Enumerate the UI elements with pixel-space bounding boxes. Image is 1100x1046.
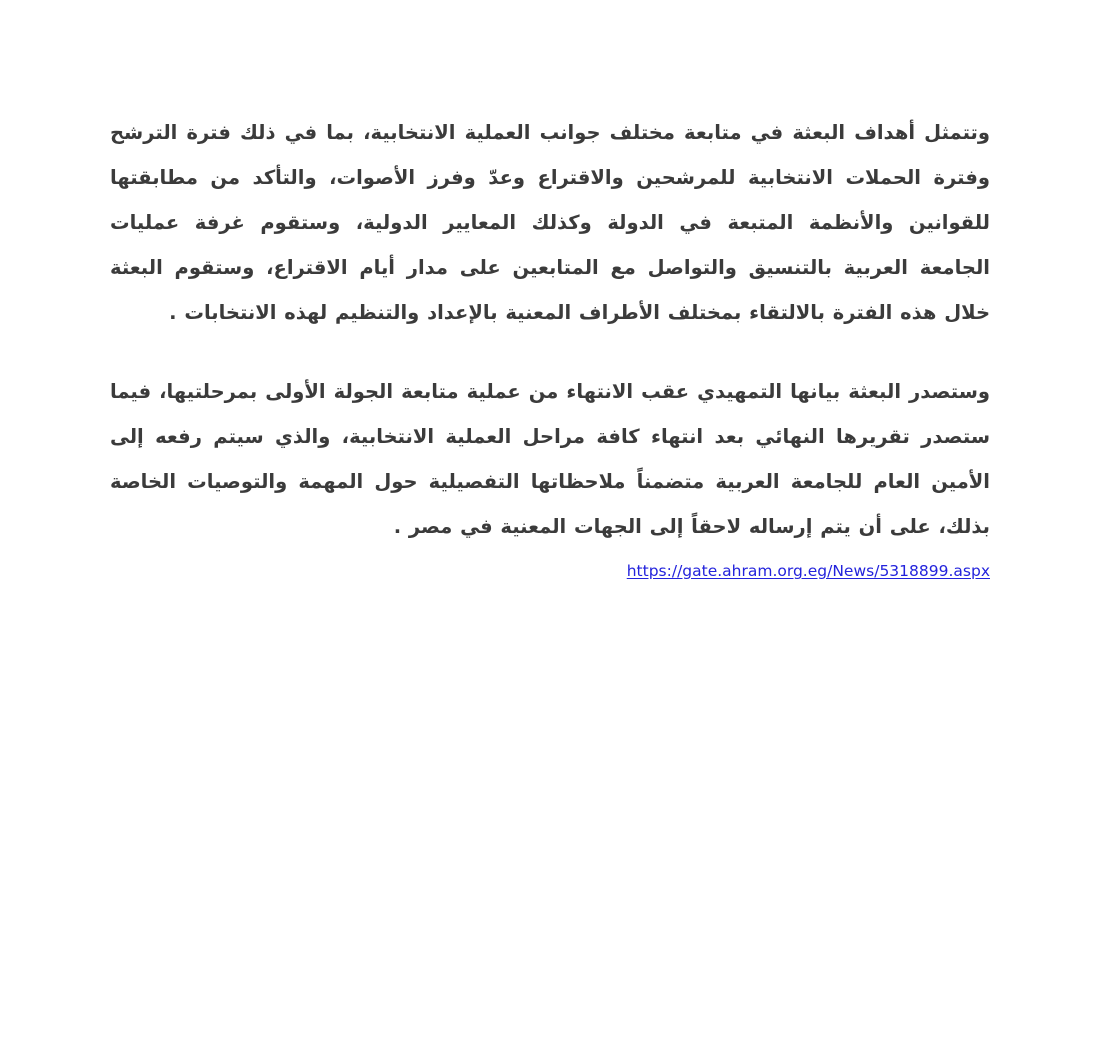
- source-url-link[interactable]: https://gate.ahram.org.eg/News/5318899.aspx: [626, 562, 990, 580]
- paragraph-reporting-plan: وستصدر البعثة بيانها التمهيدي عقب الانتهاء من عملية متابعة الجولة الأولى بمرحلتيها، فيما ستصدر تقريرها النهائي بعد انتهاء كافة مراحل العملية الانتخابية، والذي سيتم رفعه إلى الأمين العام للجامعة العربية متضمناً ملاحظاتها التفصيلية حول المهمة والتوصيات الخاصة بذلك، على أن يتم إرساله لاحقاً إلى الجهات المعنية في مصر .: [110, 380, 990, 538]
- paragraph-mission-objectives: وتتمثل أهداف البعثة في متابعة مختلف جوانب العملية الانتخابية، بما في ذلك فترة الترشح وفترة الحملات الانتخابية للمرشحين والاقتراع وعدّ وفرز الأصوات، والتأكد من مطابقتها للقوانين والأنظمة المتبعة في الدولة وكذلك المعايير الدولية، وستقوم غرفة عمليات الجامعة العربية بالتنسيق والتواصل مع المتابعين على مدار أيام الاقتراع، وستقوم البعثة خلال هذه الفترة بالالتقاء بمختلف الأطراف المعنية بالإعداد والتنظيم لهذه الانتخابات .: [110, 121, 990, 324]
- document-body: [110, 110, 990, 586]
- source-line: [110, 561, 990, 586]
